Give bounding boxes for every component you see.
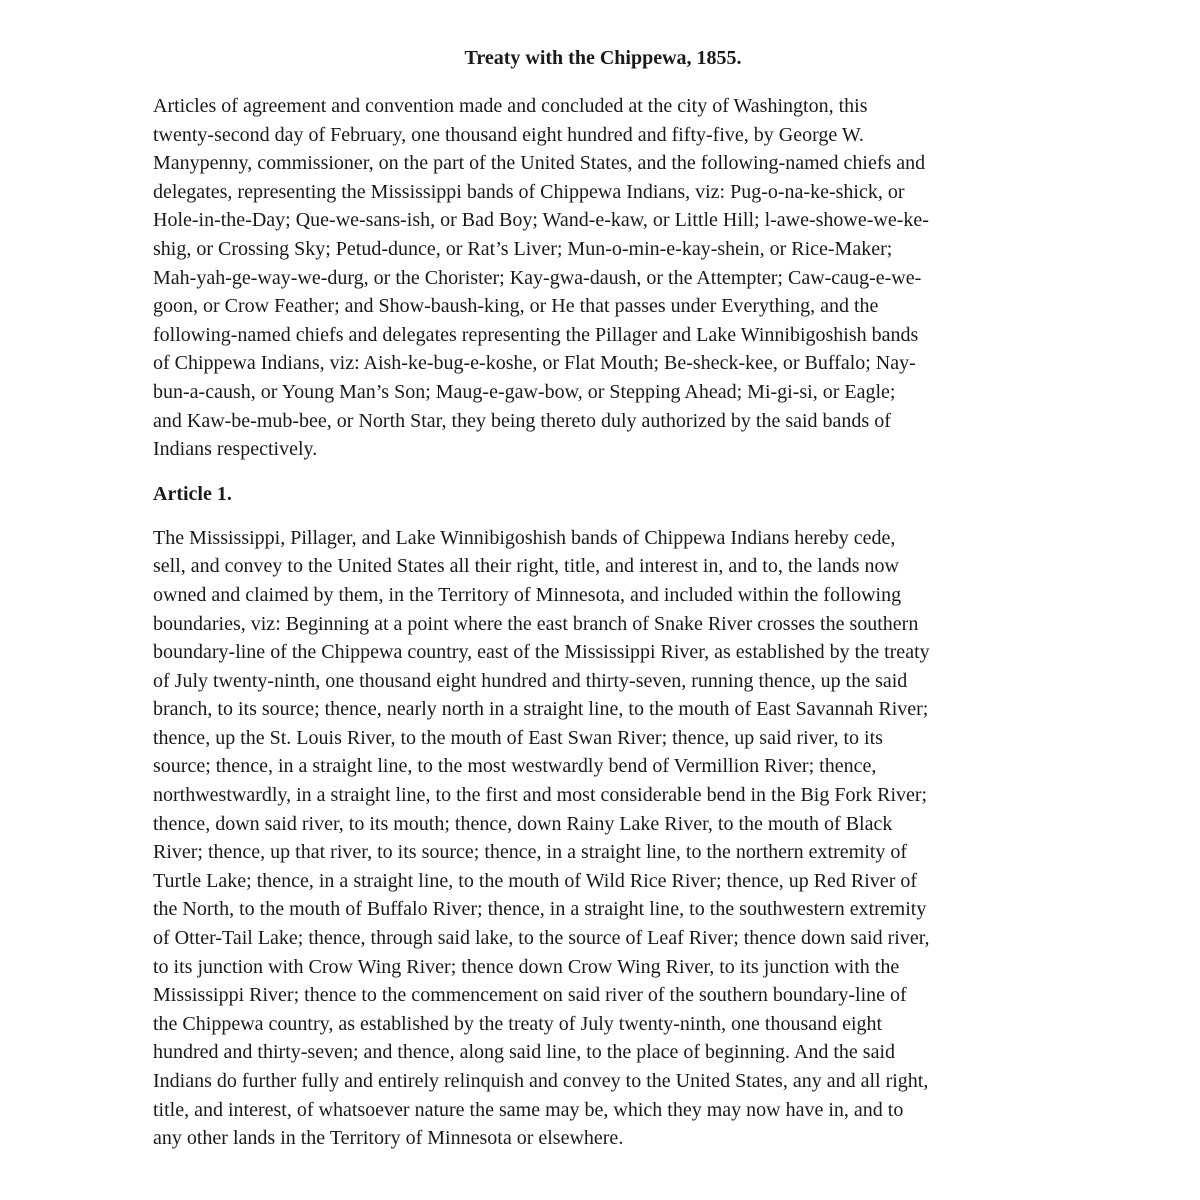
preamble-line: Articles of agreement and convention made and concluded at the city of Washington, this	[153, 95, 868, 117]
preamble-line: of Chippewa Indians, viz: Aish-ke-bug-e-koshe, or Flat Mouth; Be-sheck-kee, or Buffalo; Nay-	[153, 352, 916, 375]
preamble-line: Mah-yah-ge-way-we-durg, or the Chorister; Kay-gwa-daush, or the Attempter; Caw-caug-e-we-	[153, 266, 922, 289]
article-line: of July twenty-ninth, one thousand eight hundred and thirty-seven, running thence, up the said	[153, 669, 908, 692]
preamble-line: twenty-second day of February, one thousand eight hundred and fifty-five, by George W.	[153, 123, 864, 146]
article-line: title, and interest, of whatsoever nature the same may be, which they may now have in, and to	[153, 1098, 904, 1121]
article-paragraph	[153, 524, 1053, 1153]
preamble-line: and Kaw-be-mub-bee, or North Star, they being thereto duly authorized by the said bands of	[153, 409, 891, 432]
article-line: The Mississippi, Pillager, and Lake Winnibigoshish bands of Chippewa Indians hereby cede,	[153, 526, 896, 549]
article-line: boundaries, viz: Beginning at a point where the east branch of Snake River crosses the southern	[153, 612, 919, 635]
article-line: the Chippewa country, as established by the treaty of July twenty-ninth, one thousand eight	[153, 1012, 883, 1035]
document-title: Treaty with the Chippewa, 1855.	[464, 47, 742, 69]
article-line: Turtle Lake; thence, in a straight line, to the mouth of Wild Rice River; thence, up Red River of	[153, 869, 918, 892]
article-heading: Article 1.	[153, 482, 232, 505]
article-line: River; thence, up that river, to its source; thence, in a straight line, to the northern extremity of	[153, 841, 907, 864]
preamble-line: shig, or Crossing Sky; Petud-dunce, or Rat’s Liver; Mun-o-min-e-kay-shein, or Rice-Maker;	[153, 237, 893, 260]
article-line: of Otter-Tail Lake; thence, through said lake, to the source of Leaf River; thence down said river,	[153, 927, 930, 950]
preamble-line: following-named chiefs and delegates representing the Pillager and Lake Winnibigoshish bands	[153, 323, 919, 346]
preamble-line: Indians respectively.	[153, 438, 318, 461]
preamble-line: Hole-in-the-Day; Que-we-sans-ish, or Bad Boy; Wand-e-kaw, or Little Hill; l-awe-showe-we-ke-	[153, 209, 929, 232]
article-line: branch, to its source; thence, nearly north in a straight line, to the mouth of East Savannah River;	[153, 698, 929, 721]
article-line: source; thence, in a straight line, to the most westwardly bend of Vermillion River; thence,	[153, 755, 877, 778]
document-page	[153, 44, 1053, 1153]
article-line: owned and claimed by them, in the Territory of Minnesota, and included within the following	[153, 583, 902, 606]
article-line: any other lands in the Territory of Minnesota or elsewhere.	[153, 1127, 624, 1150]
article-line: boundary-line of the Chippewa country, east of the Mississippi River, as established by the treaty	[153, 641, 930, 664]
article-line: the North, to the mouth of Buffalo River; thence, in a straight line, to the southwestern extremity	[153, 898, 927, 921]
preamble-line: Manypenny, commissioner, on the part of the United States, and the following-named chiefs and	[153, 152, 926, 175]
preamble-line: goon, or Crow Feather; and Show-baush-king, or He that passes under Everything, and the	[153, 295, 879, 318]
preamble-line: delegates, representing the Mississippi bands of Chippewa Indians, viz: Pug-o-na-ke-shick, or	[153, 180, 905, 203]
article-line: Mississippi River; thence to the commencement on said river of the southern boundary-line of	[153, 984, 907, 1007]
article-line: Indians do further fully and entirely relinquish and convey to the United States, any and all right,	[153, 1070, 929, 1092]
preamble-line: bun-a-caush, or Young Man’s Son; Maug-e-gaw-bow, or Stepping Ahead; Mi-gi-si, or Eagle;	[153, 380, 896, 403]
preamble-paragraph	[153, 92, 1053, 464]
article-line: hundred and thirty-seven; and thence, along said line, to the place of beginning. And the said	[153, 1041, 896, 1064]
article-line: thence, up the St. Louis River, to the mouth of East Swan River; thence, up said river, to its	[153, 726, 883, 749]
article-line: to its junction with Crow Wing River; thence down Crow Wing River, to its junction with the	[153, 955, 900, 978]
article-line: northwestwardly, in a straight line, to the first and most considerable bend in the Big Fork River;	[153, 784, 928, 807]
article-line: thence, down said river, to its mouth; thence, down Rainy Lake River, to the mouth of Black	[153, 812, 893, 835]
article-line: sell, and convey to the United States all their right, title, and interest in, and to, the lands now	[153, 555, 899, 578]
